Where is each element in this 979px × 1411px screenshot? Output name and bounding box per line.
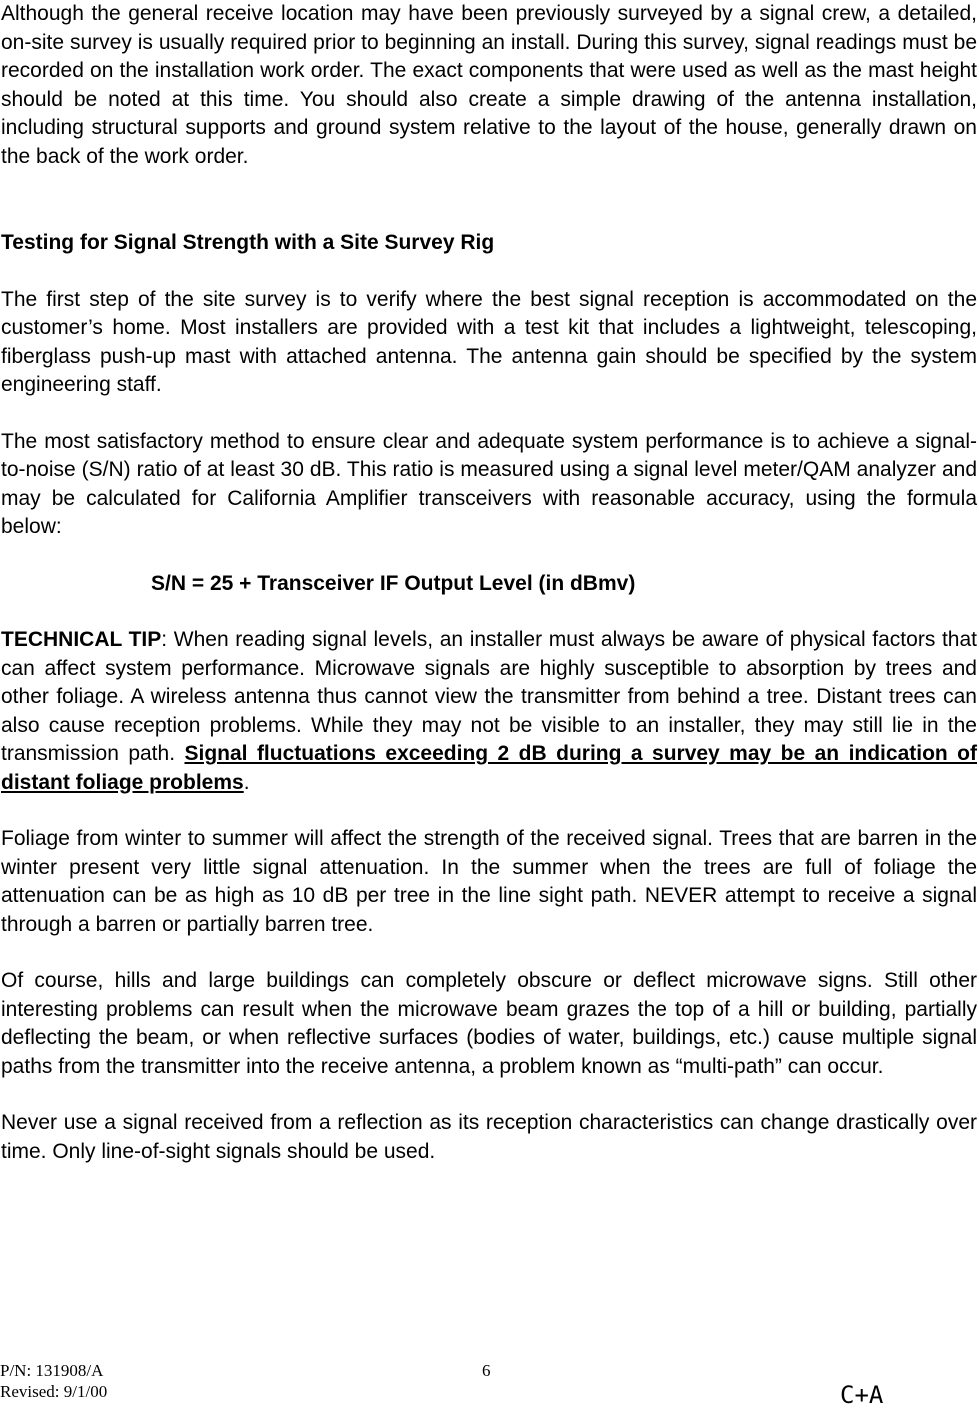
paragraph-signal-to-noise: The most satisfactory method to ensure clear and adequate system performance is to achieve a signal-to-noise (S/N) ratio of at least 30 dB. This ratio is measured using a signal level meter/QAM analyzer and may be calculated for California Amplifier transceivers with reasonable accuracy, using the formula below: bbox=[1, 429, 977, 538]
revision-date: Revised: 9/1/00 bbox=[0, 1382, 108, 1401]
paragraph-site-survey: The first step of the site survey is to verify where the best signal reception is accommodated on the customer’s home. Most installers are provided with a test kit that includes a lightweight, telescoping, fiberglass push-up mast with attached antenna. The antenna gain should be specified by the system engineering staff. bbox=[1, 287, 977, 396]
spacer bbox=[1, 171, 977, 229]
spacer bbox=[1, 542, 977, 570]
section-heading: Testing for Signal Strength with a Site Survey Rig bbox=[1, 231, 495, 254]
part-number: P/N: 131908/A bbox=[0, 1361, 104, 1380]
page-number: 6 bbox=[482, 1361, 491, 1380]
formula: S/N = 25 + Transceiver IF Output Level (in dBmv) bbox=[151, 571, 636, 595]
technical-tip-label: TECHNICAL TIP bbox=[1, 628, 162, 651]
spacer bbox=[1, 939, 977, 967]
company-stamp: C+A bbox=[840, 1381, 884, 1409]
technical-tip-emphasis: Signal fluctuations exceeding 2 dB during a survey may be an indication of distant foliage problems bbox=[1, 742, 978, 794]
technical-tip bbox=[1, 626, 977, 797]
spacer bbox=[1, 797, 977, 825]
spacer bbox=[1, 598, 977, 626]
paragraph-reflection: Never use a signal received from a reflection as its reception characteristics can change drastically over time. Only line-of-sight signals should be used. bbox=[1, 1111, 977, 1163]
paragraph-foliage: Foliage from winter to summer will affect the strength of the received signal. Trees that are barren in the winter present very little signal attenuation. In the summer when the trees are full of foliage the attenuation can be as high as 10 dB per tree in the line sight path. NEVER attempt to receive a signal through a barren or partially barren tree. bbox=[1, 827, 977, 936]
spacer bbox=[1, 1081, 977, 1109]
footer-info bbox=[0, 1360, 107, 1402]
technical-tip-text: : When reading signal levels, an installer must always be aware of physical factors that can affect system performance. Microwave signals are highly susceptible to absorption by trees and other foliage. A wireless antenna thus cannot view the transmitter from behind a tree. Distant trees can also cause reception problems. While they may not be visible to an installer, they may still lie in the transmission path. bbox=[1, 628, 977, 765]
intro-paragraph: Although the general receive location may have been previously surveyed by a signal crew, a detailed, on-site survey is usually required prior to beginning an install. During this survey, signal readings must be recorded on the installation work order. The exact components that were used as well as the mast height should be noted at this time. You should also create a simple drawing of the antenna installation, including structural supports and ground system relative to the layout of the house, generally drawn on the back of the work order. bbox=[1, 2, 977, 168]
spacer bbox=[1, 258, 977, 286]
document-body bbox=[1, 0, 977, 1166]
technical-tip-end: . bbox=[243, 770, 250, 794]
paragraph-multipath: Of course, hills and large buildings can completely obscure or deflect microwave signs. Still other interesting problems can result when the microwave beam grazes the top of a hill or building, partially deflecting the beam, or when reflective surfaces (bodies of water, buildings, etc.) cause multiple signal paths from the transmitter into the receive antenna, a problem known as “multi-path” can occur. bbox=[1, 969, 977, 1078]
spacer bbox=[1, 400, 977, 428]
